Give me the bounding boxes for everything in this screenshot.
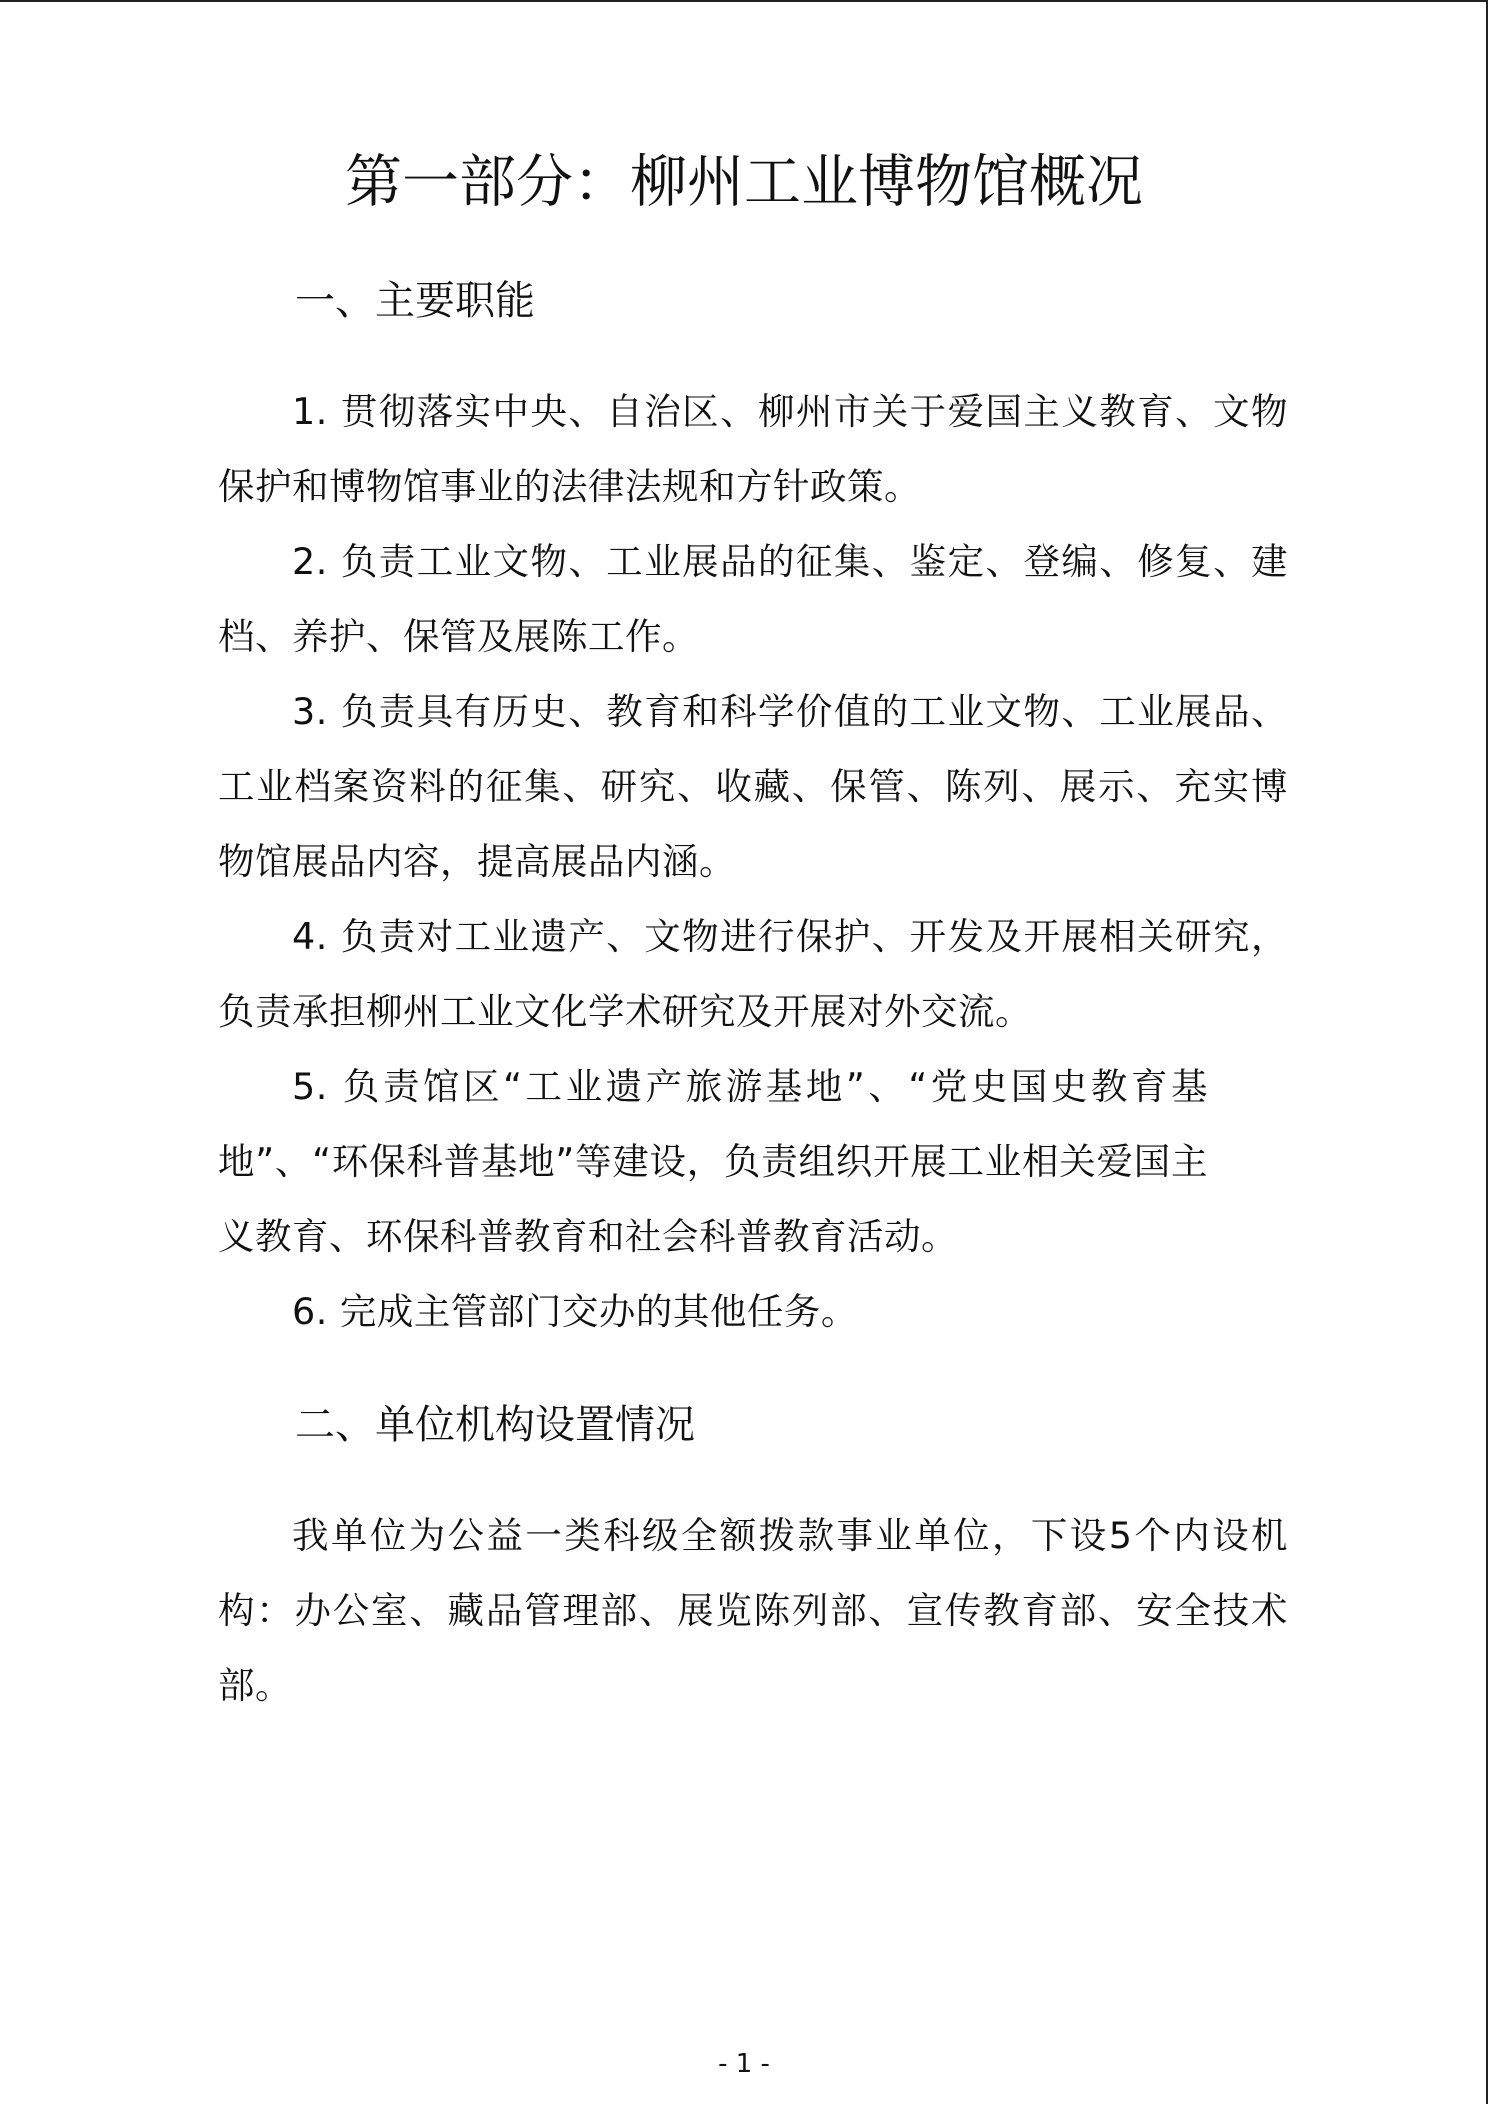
section-heading-organization: 二、单位机构设置情况 — [295, 1402, 695, 1448]
paragraph-function-5: 5. 负责馆区“工业遗产旅游基地”、“党史国史教育基地”、“环保科普基地”等建设，负责组织开展工业相关爱国主义教育、环保科普教育和社会科普教育活动。 — [218, 1065, 1208, 1258]
paragraph-organization: 我单位为公益一类科级全额拨款事业单位，下设5个内设机构：办公室、藏品管理部、展览陈列部、宣传教育部、安全技术部。 — [218, 1514, 1288, 1707]
page-number: - 1 - — [718, 2049, 770, 2079]
section-heading-functions: 一、主要职能 — [295, 278, 535, 324]
paragraph-function-2: 2. 负责工业文物、工业展品的征集、鉴定、登编、修复、建档、养护、保管及展陈工作。 — [218, 540, 1288, 658]
paragraph-function-1: 1. 贯彻落实中央、自治区、柳州市关于爱国主义教育、文物保护和博物馆事业的法律法规和方针政策。 — [218, 390, 1288, 508]
paragraph-function-4: 4. 负责对工业遗产、文物进行保护、开发及开展相关研究，负责承担柳州工业文化学术研究及开展对外交流。 — [218, 915, 1288, 1033]
document-title: 第一部分：柳州工业博物馆概况 — [345, 149, 1143, 215]
paragraph-function-3: 3. 负责具有历史、教育和科学价值的工业文物、工业展品、工业档案资料的征集、研究、收藏、保管、陈列、展示、充实博物馆展品内容，提高展品内涵。 — [218, 690, 1288, 883]
paragraph-function-6: 6. 完成主管部门交办的其他任务。 — [292, 1290, 858, 1333]
